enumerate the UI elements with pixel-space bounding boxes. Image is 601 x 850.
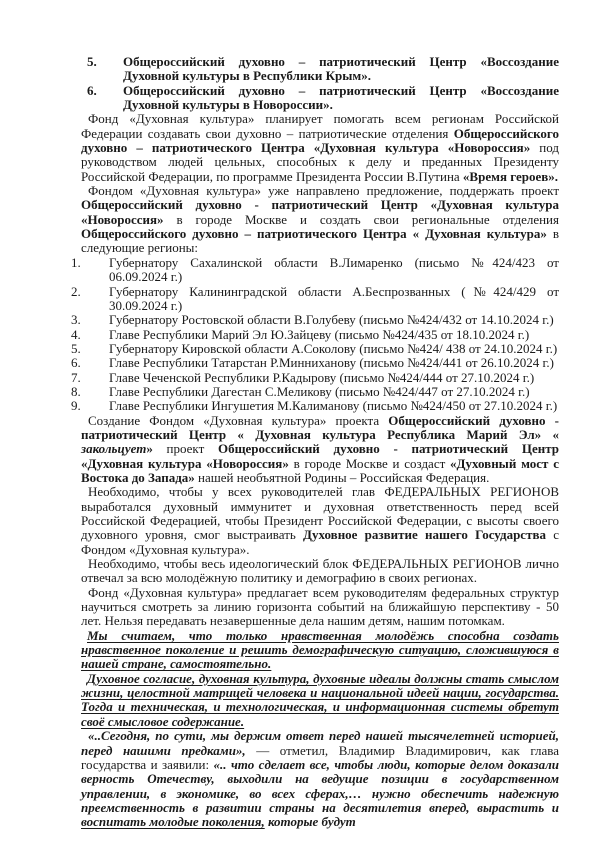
list-number: 4. [71, 326, 81, 342]
text-run: «..Сегодня, по сути, мы держим ответ перед нашей тысячелетней историей, перед нашими предками», [81, 728, 559, 758]
text-run: проект [152, 441, 218, 457]
text-run: Мы считаем, что только нравственная молодёжь способна создать нравственное поколение и решить демографическую ситуацию, сложившуюся в нашей стране, самостоятельно. [81, 627, 559, 672]
paragraph [81, 629, 559, 672]
text-run: » [146, 441, 153, 457]
list-number: 1. [71, 254, 81, 270]
text-run: Главе Республики Дагестан С.Меликову (письмо №424/447 от 27.10.2024 г.) [109, 383, 530, 399]
paragraph [81, 112, 559, 184]
list-number: 5. [71, 340, 81, 356]
document-content [71, 54, 559, 830]
text-run: Общероссийский духовно - патриотический Центр «Духовная культура «Новороссия» [81, 441, 559, 471]
text-run: закольцует [81, 441, 147, 457]
list-item [71, 326, 559, 342]
list-item [71, 398, 559, 414]
text-run: нашей необъятной Родины – Российская Федерация. [194, 469, 490, 485]
list-item [87, 82, 559, 113]
text-run: Главе Чеченской Республики Р.Кадырову (письмо №424/444 от 27.10.2024 г.) [109, 369, 535, 385]
text-run: «Время героев». [462, 168, 559, 184]
text-run: Создание Фондом «Духовная культура» проекта [88, 412, 389, 428]
text-run: Губернатору Ростовской области В.Голубеву (письмо №424/432 от 14.10.2024 г.) [109, 312, 554, 328]
paragraph [81, 485, 559, 557]
text-run: Необходимо, чтобы весь идеологический блок ФЕДЕРАЛЬНЫХ РЕГИОНОВ лично отвечал за всю молодёжную политику и демографию в своих регионах. [81, 556, 559, 586]
paragraph [81, 586, 559, 629]
text-run: в следующие регионы: [81, 226, 559, 256]
list-item [71, 383, 559, 399]
text-run: « [552, 426, 559, 442]
list-number: 7. [71, 369, 81, 385]
list-item [71, 312, 559, 328]
text-run: Общероссийский духовно - патриотический Центр « Духовная культура Республика Марий Эл» [81, 412, 559, 442]
list-number: 2. [71, 283, 81, 299]
list-number: 5. [87, 54, 97, 69]
text-run: Духовное согласие, духовная культура, духовные идеалы должны стать смыслом жизни, целостной матрицей человека и национальной идеей нации, государства. Тогда и техническая, и технологическая, и информационная системы обретут своё смысловое содержание. [81, 670, 559, 729]
text-run: которые будут [264, 814, 356, 830]
list-item [71, 340, 559, 356]
list-number: 8. [71, 383, 81, 399]
paragraph [81, 557, 559, 586]
list-number: 6. [71, 355, 81, 371]
text-run: в городе Москве и создаст [288, 455, 451, 471]
text-run: под руководством людей цельных, способных к делу и преданных Президенту Российской Федерации, по программе Президента России В.Путина [81, 140, 559, 184]
list-item [71, 283, 559, 314]
paragraph [81, 672, 559, 729]
text-run: Губернатору Кировской области А.Соколову (письмо №424/ 438 от 24.10.2024 г.) [109, 340, 558, 356]
list-number: 3. [71, 312, 81, 328]
list-number: 9. [71, 398, 81, 414]
text-run: Главе Республики Татарстан Р.Минниханову (письмо №424/441 от 26.10.2024 г.) [109, 355, 554, 371]
text-run: Фондом «Духовная культура» уже направлено предложение, поддержать проект [88, 183, 559, 199]
text-run: Необходимо, чтобы у всех руководителей глав ФЕДЕРАЛЬНЫХ РЕГИОНОВ выработался духовный иммунитет и духовная ответственность перед всей Российской Федерацией, чтобы Президент Российской Федерации, с высоты своего духовного уровня, смог выстраивать [81, 484, 559, 543]
list-number: 6. [87, 82, 97, 98]
list-item [71, 355, 559, 371]
text-run: Губернатору Калининградской области А.Беспрозванных (№424/429 от 30.09.2024 г.) [109, 283, 559, 313]
text-run: Общероссийский духовно – патриотический Центр «Воссоздание Духовной культуры в Республики Крым». [123, 54, 559, 84]
paragraph [81, 729, 559, 829]
text-run: Главе Республики Ингушетия М.Калиманову (письмо №424/450 от 27.10.2024 г.) [109, 398, 558, 414]
text-run: Общероссийского духовно – патриотического Центра « Духовная культура» [81, 226, 547, 242]
text-run: воспитать молодые поколения, [81, 814, 265, 830]
text-run: «Духовный мост с Востока до Запада» [81, 455, 559, 485]
text-run: Духовное развитие нашего Государства [303, 527, 546, 543]
text-run: Губернатору Сахалинской области В.Лимаренко (письмо №424/423 от 06.09.2024 г.) [109, 254, 559, 285]
text-run: Главе Республики Марий Эл Ю.Зайцеву (письмо №424/435 от 18.10.2024 г.) [109, 326, 530, 342]
text-run: Общероссийский духовно - патриотический Центр «Духовная культура «Новороссия» [81, 197, 559, 227]
text-run: — отметил, Владимир Владимирович, как глава государства и заявили: [81, 742, 559, 772]
list-item [71, 254, 559, 285]
list-item [87, 54, 559, 84]
paragraph [81, 184, 559, 256]
text-run: в городе Москве и создать свои региональные отделения [163, 211, 559, 227]
text-run: Общероссийского духовно – патриотического Центра «Духовная культура «Новороссия» [81, 125, 559, 156]
text-run: «.. что сделает все, чтобы люди, которые делом доказали верность Отечеству, выходили на ведущие позиции в государственном управлении, в экономике, во всех сферах,… нужно обеспечить надежную преемственность в развитии страны на десятилетия вперед, вырастить и [81, 756, 559, 815]
text-run: Общероссийский духовно – патриотический Центр «Воссоздание Духовной культуры в Новороссии». [123, 82, 559, 113]
paragraph [81, 414, 559, 486]
text-run: Фонд «Духовная культура» планирует помогать всем регионам Российской Федерации создавать свои духовно – патриотические отделения [81, 111, 559, 141]
text-run: Фонд «Духовная культура» предлагает всем руководителям федеральных структур научиться смотреть за линию горизонта событий на ближайшую перспективу - 50 лет. Нельзя передавать незавершенные дела нашим детям, нашим потомкам. [81, 584, 559, 629]
text-run: с Фондом «Духовная культура». [81, 527, 559, 557]
text-run [541, 427, 552, 442]
list-item [71, 369, 559, 385]
